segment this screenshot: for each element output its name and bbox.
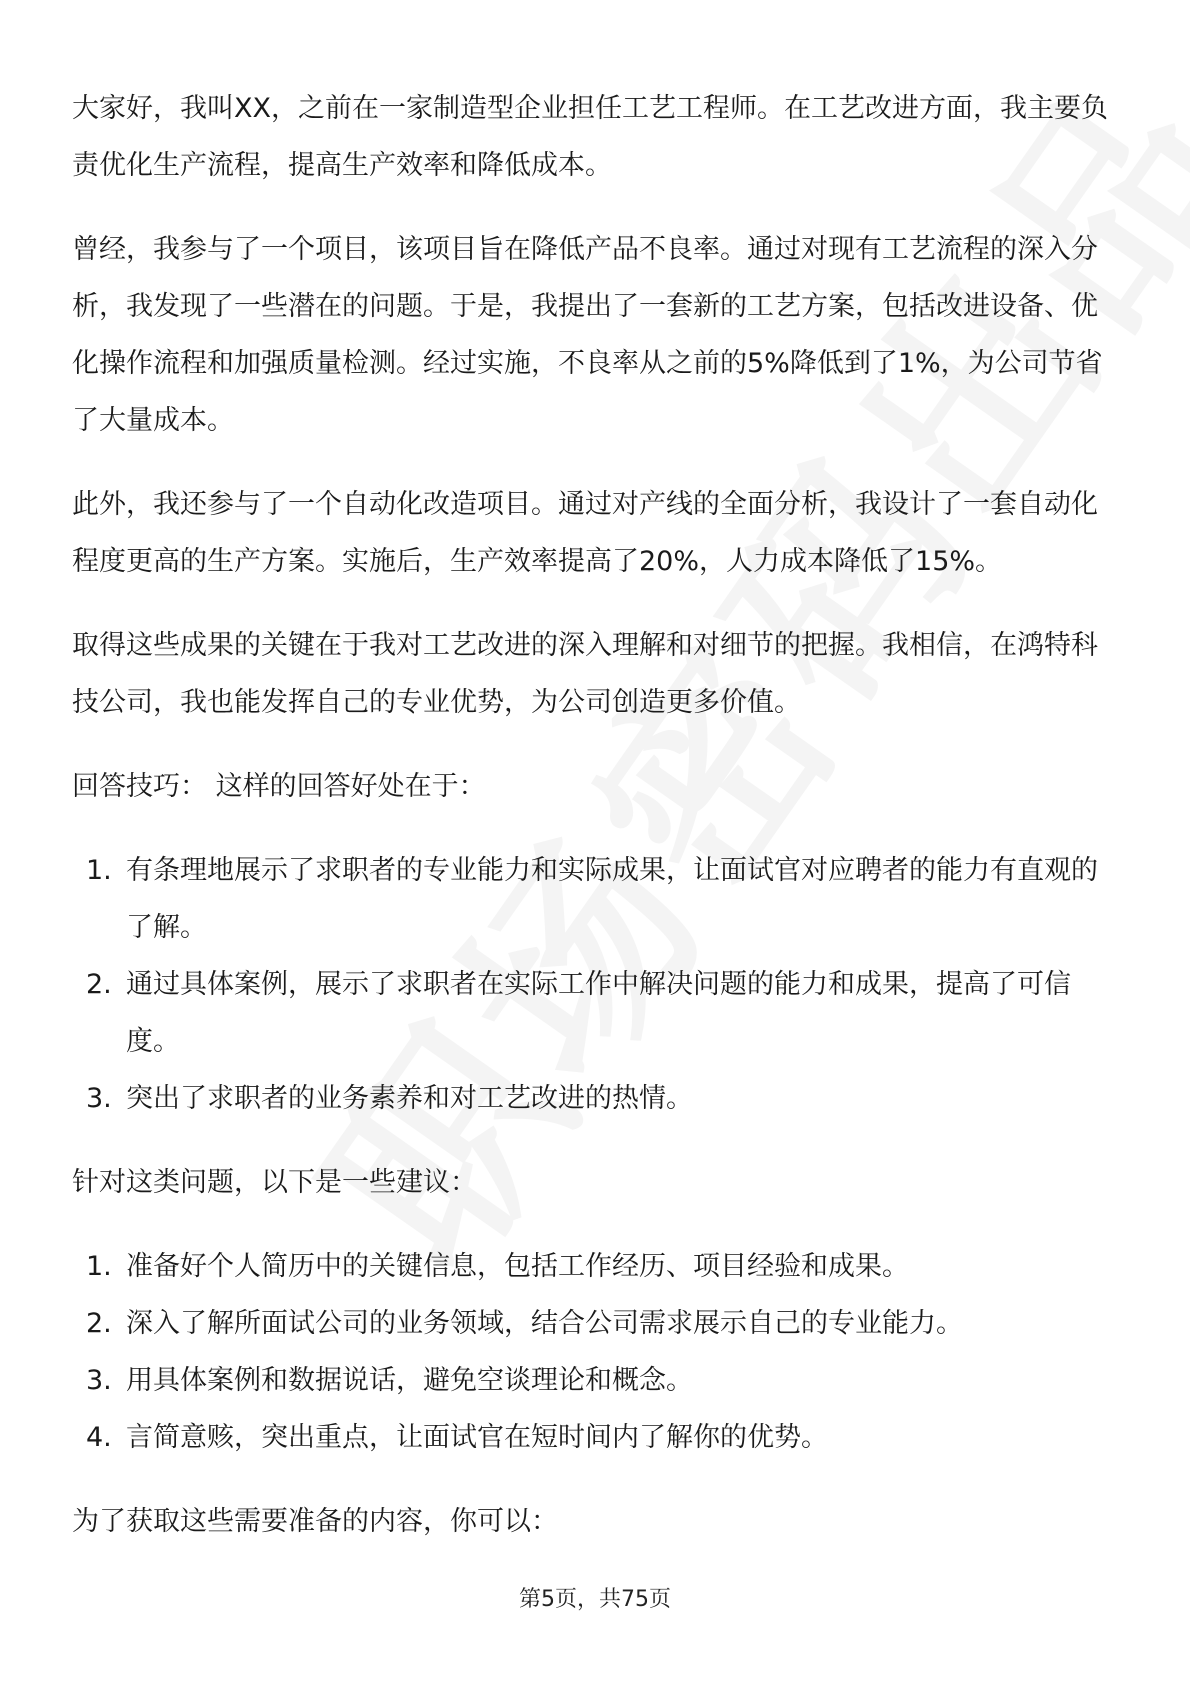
list-number: 2. <box>86 969 112 1000</box>
list-item <box>72 1352 1122 1409</box>
advice-heading: 针对这类问题，以下是一些建议： <box>72 1167 477 1198</box>
conclusion-paragraph: 取得这些成果的关键在于我对工艺改进的深入理解和对细节的把握。我相信，在鸿特科技公司，我也能发挥自己的专业优势，为公司创造更多价值。 <box>72 630 1098 718</box>
list-number: 2. <box>86 1308 112 1339</box>
list-item-text: 有条理地展示了求职者的专业能力和实际成果，让面试官对应聘者的能力有直观的了解。 <box>126 855 1098 943</box>
list-item <box>72 1409 1122 1466</box>
list-number: 3. <box>86 1365 112 1396</box>
preparation-heading: 为了获取这些需要准备的内容，你可以： <box>72 1506 558 1537</box>
list-item <box>72 956 1122 1070</box>
intro-paragraph: 大家好，我叫XX，之前在一家制造型企业担任工艺工程师。在工艺改进方面，我主要负责优化生产流程，提高生产效率和降低成本。 <box>72 93 1108 181</box>
tips-list <box>72 842 1122 1127</box>
list-item-text: 用具体案例和数据说话，避免空谈理论和概念。 <box>126 1365 693 1396</box>
list-item-text: 准备好个人简历中的关键信息，包括工作经历、项目经验和成果。 <box>126 1251 909 1282</box>
automation-paragraph: 此外，我还参与了一个自动化改造项目。通过对产线的全面分析，我设计了一套自动化程度更高的生产方案。实施后，生产效率提高了20%，人力成本降低了15%。 <box>72 489 1098 577</box>
list-item <box>72 842 1122 956</box>
page-number: 第5页，共75页 <box>519 1587 671 1612</box>
page-content <box>72 80 1122 1577</box>
list-item <box>72 1238 1122 1295</box>
list-number: 1. <box>86 1251 112 1282</box>
list-item-text: 言简意赅，突出重点，让面试官在短时间内了解你的优势。 <box>126 1422 828 1453</box>
tips-heading: 回答技巧： 这样的回答好处在于： <box>72 771 486 802</box>
list-number: 4. <box>86 1422 112 1453</box>
list-number: 3. <box>86 1083 112 1114</box>
list-item-text: 突出了求职者的业务素养和对工艺改进的热情。 <box>126 1083 693 1114</box>
list-item <box>72 1295 1122 1352</box>
list-item-text: 通过具体案例，展示了求职者在实际工作中解决问题的能力和成果，提高了可信度。 <box>126 969 1071 1057</box>
advice-list <box>72 1238 1122 1466</box>
list-number: 1. <box>86 855 112 886</box>
list-item <box>72 1070 1122 1127</box>
project-paragraph: 曾经，我参与了一个项目，该项目旨在降低产品不良率。通过对现有工艺流程的深入分析，我发现了一些潜在的问题。于是，我提出了一套新的工艺方案，包括改进设备、优化操作流程和加强质量检测。经过实施，不良率从之前的5%降低到了1%，为公司节省了大量成本。 <box>72 234 1103 436</box>
list-item-text: 深入了解所面试公司的业务领域，结合公司需求展示自己的专业能力。 <box>126 1308 963 1339</box>
